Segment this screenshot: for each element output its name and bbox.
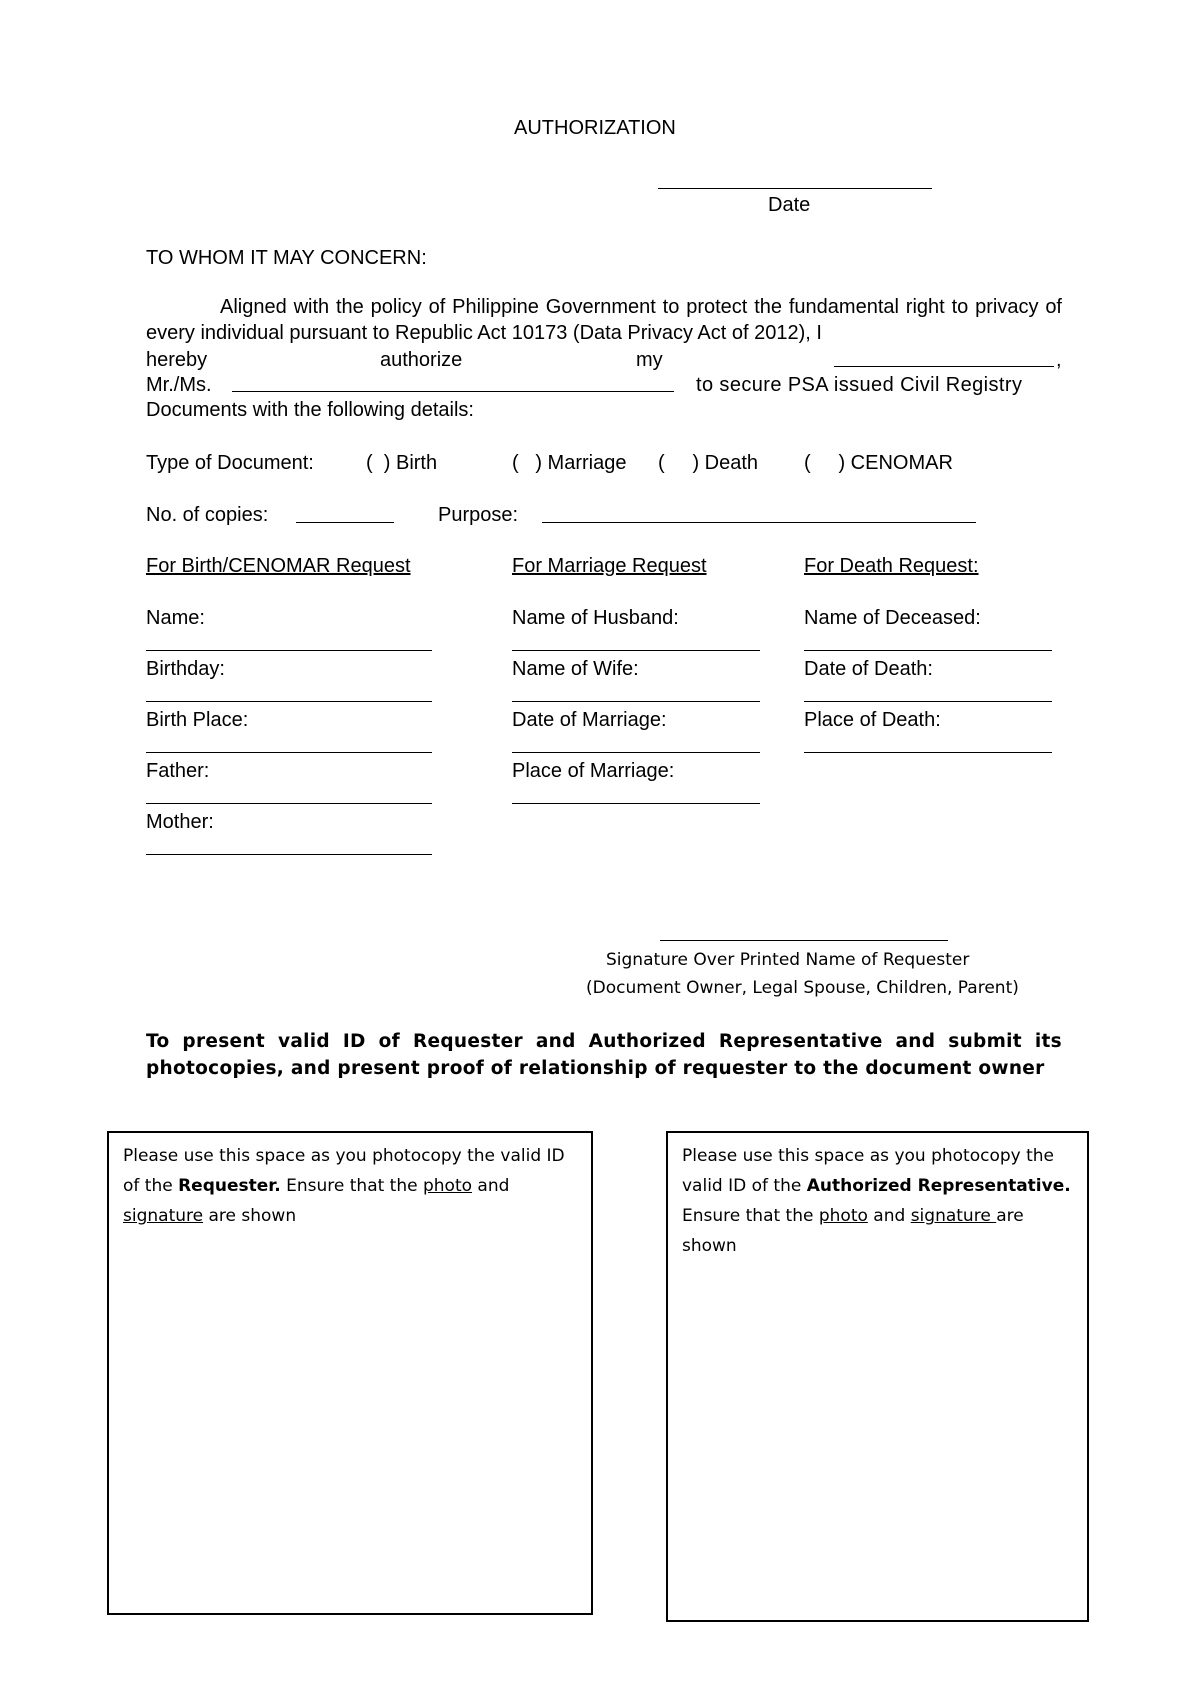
marriage-date-label: Date of Marriage: bbox=[512, 709, 667, 731]
death-heading: For Death Request: bbox=[804, 555, 979, 577]
birth-name-label: Name: bbox=[146, 607, 205, 629]
body-authorize: authorize bbox=[380, 349, 463, 371]
mother-blank[interactable] bbox=[146, 854, 432, 855]
copies-label: No. of copies: bbox=[146, 504, 269, 526]
representative-id-box[interactable] bbox=[666, 1131, 1089, 1622]
death-place-blank[interactable] bbox=[804, 752, 1052, 753]
doc-type-birth[interactable]: ( ) Birth bbox=[366, 452, 438, 474]
date-line bbox=[658, 188, 932, 189]
body-documents: Documents with the following details: bbox=[146, 399, 474, 421]
birth-place-label: Birth Place: bbox=[146, 709, 249, 731]
doc-type-label: Type of Document: bbox=[146, 452, 314, 474]
body-paragraph bbox=[146, 295, 1062, 346]
body-hereby: hereby bbox=[146, 349, 208, 371]
marriage-heading: For Marriage Request bbox=[512, 555, 707, 577]
signature-line[interactable] bbox=[660, 940, 948, 941]
husband-name-label: Name of Husband: bbox=[512, 607, 679, 629]
signature-sub-label: (Document Owner, Legal Spouse, Children, Parent) bbox=[586, 978, 1019, 998]
wife-name-blank[interactable] bbox=[512, 701, 760, 702]
signature-label: Signature Over Printed Name of Requester bbox=[606, 950, 970, 970]
mother-label: Mother: bbox=[146, 811, 214, 833]
doc-type-cenomar[interactable]: ( ) CENOMAR bbox=[804, 452, 953, 474]
requester-id-instructions: Please use this space as you photocopy the valid ID of the Requester. Ensure that the photo and signature are shown bbox=[123, 1146, 565, 1226]
doc-type-marriage[interactable]: ( ) Marriage bbox=[512, 452, 627, 474]
marriage-place-label: Place of Marriage: bbox=[512, 760, 675, 782]
husband-name-blank[interactable] bbox=[512, 650, 760, 651]
birthday-blank[interactable] bbox=[146, 701, 432, 702]
representative-id-instructions: Please use this space as you photocopy the valid ID of the Authorized Representative. Ensure that the photo and signature are shown bbox=[682, 1146, 1071, 1256]
salutation: TO WHOM IT MAY CONCERN: bbox=[146, 247, 427, 269]
id-requirement-notice: To present valid ID of Requester and Authorized Representative and submit its photocopies, and present proof of relationship of requester to the document owner bbox=[146, 1031, 1062, 1079]
representative-blank-1 bbox=[834, 366, 1054, 367]
death-date-blank[interactable] bbox=[804, 701, 1052, 702]
birthday-label: Birthday: bbox=[146, 658, 225, 680]
body-my: my bbox=[636, 349, 663, 371]
document-title: AUTHORIZATION bbox=[514, 117, 676, 139]
death-date-label: Date of Death: bbox=[804, 658, 933, 680]
date-label: Date bbox=[768, 194, 811, 216]
representative-name-blank bbox=[232, 391, 674, 392]
marriage-date-blank[interactable] bbox=[512, 752, 760, 753]
birth-place-blank[interactable] bbox=[146, 752, 432, 753]
death-place-label: Place of Death: bbox=[804, 709, 941, 731]
purpose-blank[interactable] bbox=[542, 522, 976, 523]
body-comma: , bbox=[1056, 349, 1062, 371]
birth-name-blank[interactable] bbox=[146, 650, 432, 651]
father-label: Father: bbox=[146, 760, 210, 782]
marriage-place-blank[interactable] bbox=[512, 803, 760, 804]
doc-type-death[interactable]: ( ) Death bbox=[658, 452, 759, 474]
requester-id-box[interactable] bbox=[107, 1131, 593, 1615]
deceased-name-label: Name of Deceased: bbox=[804, 607, 981, 629]
birth-cenomar-heading: For Birth/CENOMAR Request bbox=[146, 555, 411, 577]
body-secure: to secure PSA issued Civil Registry bbox=[696, 374, 1023, 396]
wife-name-label: Name of Wife: bbox=[512, 658, 639, 680]
purpose-label: Purpose: bbox=[438, 504, 519, 526]
body-mr-ms: Mr./Ms. bbox=[146, 374, 212, 396]
body-line1: Aligned with the policy of Philippine Government to protect the fundamental right to privacy of every individual pursuant to Republic Act 10173 (Data Privacy Act of 2012), I bbox=[146, 296, 1062, 344]
father-blank[interactable] bbox=[146, 803, 432, 804]
deceased-name-blank[interactable] bbox=[804, 650, 1052, 651]
copies-blank[interactable] bbox=[296, 522, 394, 523]
